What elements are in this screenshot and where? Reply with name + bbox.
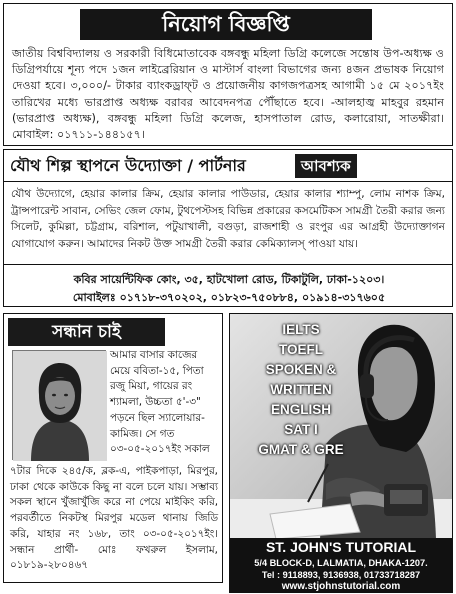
- partner-headline: যৌথ শিল্প স্থাপনে উদ্যোক্তা / পার্টনার: [10, 156, 246, 175]
- tutorial-website-link[interactable]: www.stjohnstutorial.com: [281, 581, 401, 592]
- person-portrait-icon: [13, 351, 107, 461]
- course-spoken: SPOKEN &: [265, 362, 337, 377]
- missing-text-top: আমার বাসার কাজের মেয়ে ববিতা-১৫, পিতা রজু মিয়া, গায়ের রং শ্যামলা, উচ্চতা ৫'-৩" পড়নে ছিল স্যালোয়ার-কামিজ। সে গত ০৩-০৫-২০১৭ইং সকাল: [110, 349, 210, 456]
- course-written-english: WRITTEN ENGLISH: [270, 382, 332, 417]
- tutorial-name: ST. JOHN'S TUTORIAL: [230, 538, 452, 556]
- course-list: [246, 320, 356, 460]
- course-sat: SAT I: [284, 422, 318, 437]
- notice-body: জাতীয় বিশ্ববিদ্যালয় ও সরকারী বিধিমোতাবেক বঙ্গবন্ধু মহিলা ডিগ্রি কলেজে সন্তোষ উপ-অধ্যক্ষ ও ডিগ্রিপর্যায়ে শূন্য পদে ১জন লাইব্রেরিয়ান ও মাস্টার্স বাংলা বিভাগের জন্য ৪জন প্রভাষক নিয়োগ দেওয়া হবে। ৩,০০০/- টাকার ব্যাংকড্রাফ্‌ট ও প্রয়োজনীয় কাগজপত্রসহ আগামী ১৫ মে ২০১৭ইং তারিখের মধ্যে ভারপ্রাপ্ত অধ্যক্ষ বরাবর আবেদনপত্র পৌঁছাতে হবে। -আলহাজ্ব মাহবুর রহমান (ভারপ্রাপ্ত অধ্যক্ষ), বঙ্গবন্ধু মহিলা ডিগ্রি কলেজ, হাসপাতাল রোড, কলারোয়া, সাতক্ষীরা। মোবাইল: ০১৭১১-১৪৪১৫৭।: [12, 47, 444, 142]
- required-badge: আবশ্যক: [295, 154, 357, 178]
- course-gmat-gre: GMAT & GRE: [258, 442, 344, 457]
- missing-text-bottom: ৭টার দিকে ২৪৫/ক, ব্লক-এ, পাইকপাড়া, মিরপুর, ঢাকা থেকে কাউকে কিছু না বলে চলে যায়। সম্ভাব্য সকল স্থানে খুঁজাখুঁজি করে না পেয়ে মাইকিং করি, পরবর্তীতে নিকটস্থ মিরপুর মডেল থানায় জিডি করি, যাহার নং ১৬৮, তাং ০৩-০৫-২০১৭ইং। সন্ধান প্রার্থী- মোঃ ফখরুল ইসলাম, ০১৮১৯-২৮০৪৬৭: [10, 465, 218, 572]
- partner-mobile: মোবাইলঃ ০১৭১৮-৩৭০২০২, ০১৮২৩-৭৫০৮৮৪, ০১৯১৪-৩১৭৬০৫: [72, 291, 386, 304]
- tutorial-address: 5/4 BLOCK-D, LALMATIA, DHAKA-1207.: [254, 558, 428, 568]
- tutorial-tel: Tel : 9118893, 9136938, 01733718287: [261, 570, 421, 580]
- student-photo: [230, 314, 452, 539]
- recruitment-notice: [3, 3, 453, 146]
- course-ielts: IELTS: [282, 322, 320, 337]
- partner-body: যৌথ উদ্যোগে, হেয়ার কালার ক্রিম, হেয়ার কালার পাউডার, হেয়ার কালার শ্যাম্পু, লোম নাশক ক্রিম, ট্রান্সপারেন্ট সাবান, সেভিং জেল ফোম, টুথপেস্টসহ বিভিন্ন প্রকারের কসমেটিকস সামগ্রী তৈরী করার জন্য সিলেট, কুমিল্লা, চট্টগ্রাম, বরিশাল, পটুয়াখালী, বগুড়া, রাজশাহী ও রংপুর এর আগ্রহী উদ্যোক্তাগন যোগাযোগ করুন। আমাদের নিকট উক্ত সামগ্রী তৈরী করার কেমিক্যালস্‌ পাওয়া যায়।: [11, 188, 445, 250]
- course-toefl: TOEFL: [278, 342, 323, 357]
- missing-title: সন্ধান চাই: [8, 318, 165, 346]
- missing-person-ad: [3, 313, 223, 583]
- tutorial-contact: [230, 556, 452, 593]
- partner-contact: [4, 264, 452, 307]
- tutorial-ad: [229, 313, 453, 593]
- partner-address: কবির সায়েন্টিফিক কোং, ৩৫, হাটখোলা রোড, টিকাটুলি, ঢাকা-১২০৩।: [73, 273, 385, 286]
- partner-wanted-ad: [3, 149, 453, 307]
- missing-person-photo: [12, 350, 106, 460]
- notice-title: নিয়োগ বিজ্ঞপ্তি: [80, 9, 372, 40]
- partner-header: [4, 150, 452, 182]
